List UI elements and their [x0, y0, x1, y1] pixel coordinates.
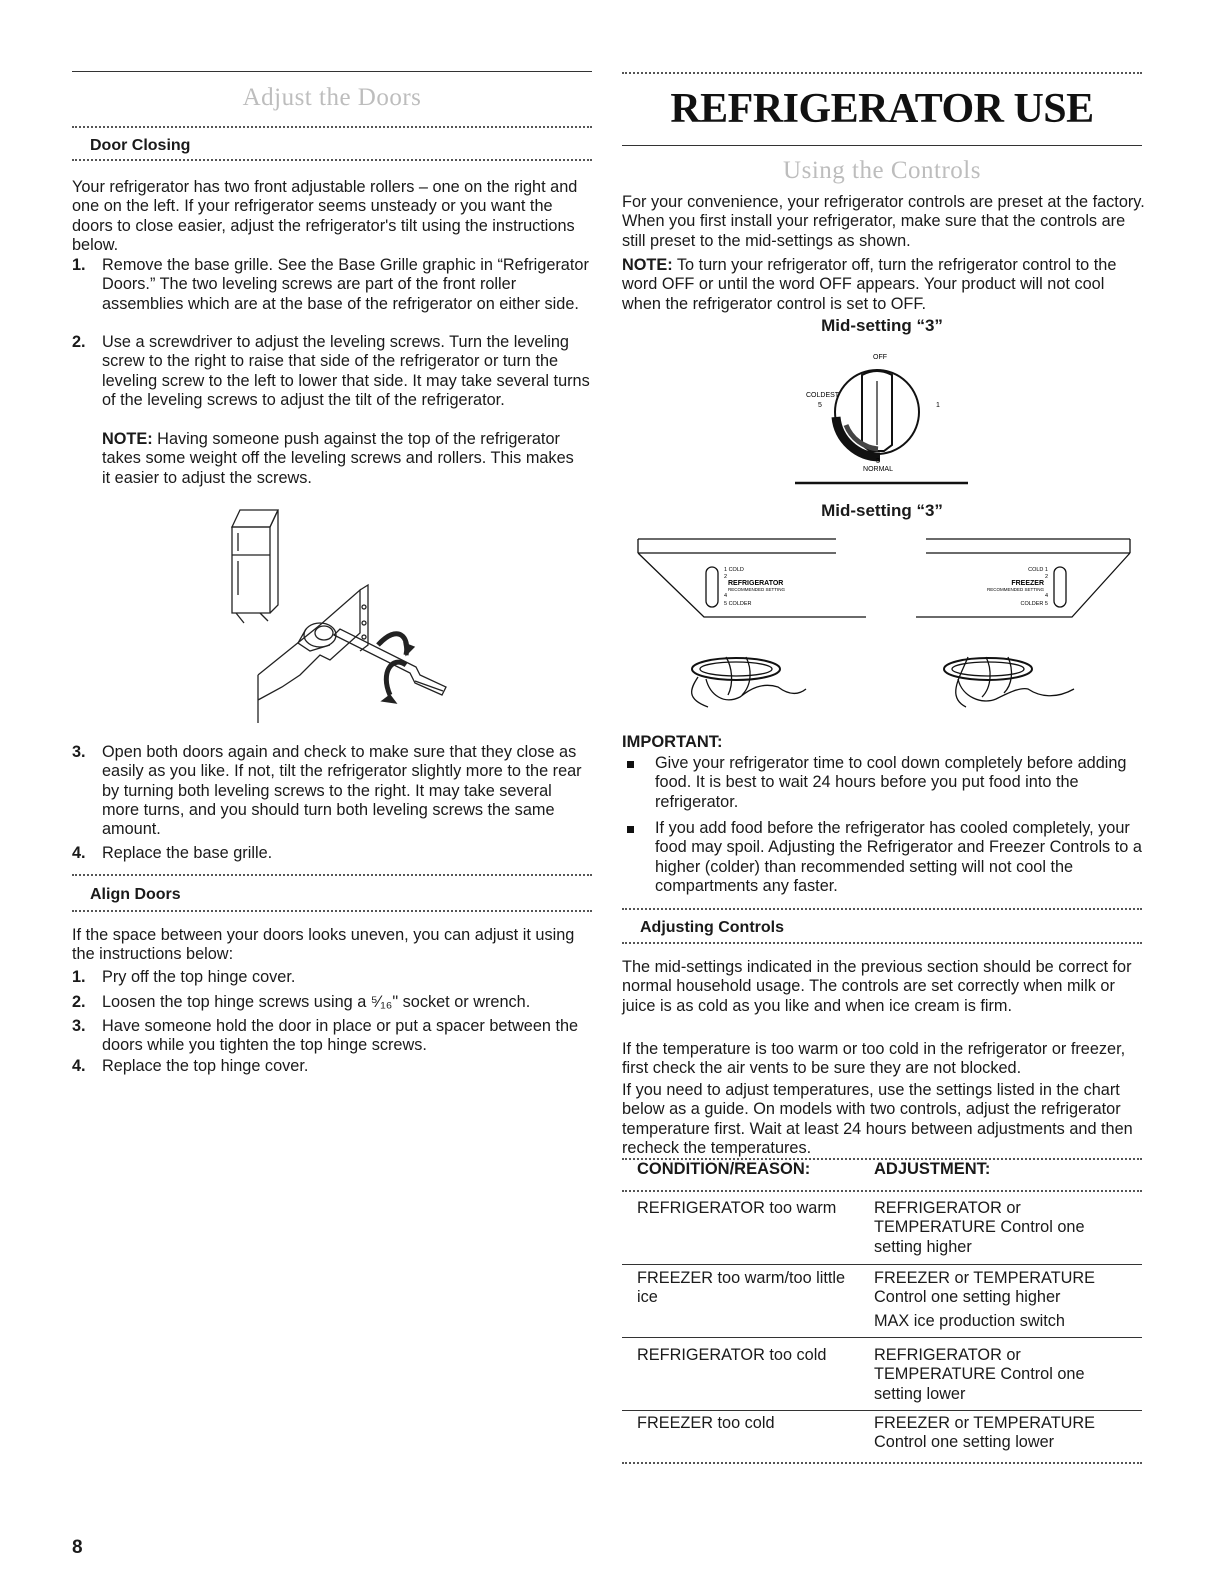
dial-one-label: 1 [936, 402, 940, 409]
divider [622, 72, 1142, 74]
table-row-rule [622, 1410, 1142, 1411]
controls-intro: For your convenience, your refrigerator controls are preset at the factory. When you first install your refrigerator, make sure that the controls are still preset to the mid-settings as shown. [622, 193, 1145, 250]
table-cell-condition: FREEZER too warm/too little ice [637, 1269, 846, 1307]
panel-left-colder: 5 COLDER [724, 601, 752, 607]
divider [622, 908, 1142, 910]
table-cell-condition: REFRIGERATOR too cold [637, 1346, 827, 1364]
panel-right-two: 2 [1044, 574, 1048, 580]
important-label: IMPORTANT: [622, 733, 723, 751]
panel-caption: Mid-setting “3” [821, 501, 943, 520]
door-closing-intro: Your refrigerator has two front adjustable rollers – one on the right and one on the left. If your refrigerator seems unsteady or you want the doors to close easier, adjust the refrigerator's tilt using the instructions below. [72, 178, 578, 254]
note-label: NOTE: [622, 256, 673, 274]
step-text: Pry off the top hinge cover. [102, 968, 296, 986]
step-text: Open both doors again and check to make sure that they close as easily as you like. If not, tilt the refrigerator slightly more to the rear by turning both leveling screws to the right. It may take several more turns, and you should turn both leveling screws the same amount. [102, 743, 582, 839]
table-cell-adjustment: REFRIGERATOR or TEMPERATURE Control one setting higher [874, 1199, 1085, 1256]
door-closing-note [102, 430, 582, 488]
bullet-text: If you add food before the refrigerator has cooled completely, your food may spoil. Adjusting the Refrigerator and Freezer Controls to a higher (colder) than recommended setting will not cool the compartments any faster. [655, 819, 1142, 895]
control-panels-illustration [636, 537, 1136, 712]
step-number: 3. [72, 743, 86, 761]
step-text: Replace the top hinge cover. [102, 1057, 309, 1075]
panel-left-cold: 1 COLD [724, 567, 744, 573]
section-rule [622, 145, 1142, 146]
bullet-square [627, 761, 634, 768]
dial-caption: Mid-setting “3” [821, 316, 943, 335]
page-number: 8 [72, 1537, 83, 1558]
adjusting-paragraph: If you need to adjust temperatures, use the settings listed in the chart below as a guide. On models with two controls, adjust the refrigerator temperature first. Wait at least 24 hours between adjustments and then recheck the temperatures. [622, 1081, 1133, 1157]
note-label: NOTE: [102, 430, 153, 448]
top-rule-left [72, 71, 592, 72]
panel-right-colder: COLDER 5 [1020, 601, 1048, 607]
dial-off-label: OFF [873, 354, 887, 361]
divider [72, 159, 592, 161]
leveling-screw-illustration [210, 505, 470, 725]
step-number: 1. [72, 968, 86, 986]
panel-left-two: 2 [724, 574, 728, 580]
panel-right-cold: COLD 1 [1028, 567, 1048, 573]
table-row-rule [622, 1337, 1142, 1338]
bullet-text: Give your refrigerator time to cool down completely before adding food. It is best to wait 24 hours before you put food into the refrigerator. [655, 754, 1127, 811]
table-cell-adjustment: REFRIGERATOR or TEMPERATURE Control one setting lower [874, 1346, 1085, 1403]
table-cell-adjustment: FREEZER or TEMPERATURE Control one setting higher [874, 1269, 1096, 1307]
using-controls-title: Using the Controls [783, 157, 981, 184]
door-closing-heading: Door Closing [90, 137, 191, 154]
table-header-rule [622, 1190, 1142, 1192]
bullet-square [627, 826, 634, 833]
divider [622, 942, 1142, 944]
table-cell-condition: REFRIGERATOR too warm [637, 1199, 837, 1217]
dial-coldest-label: COLDEST [806, 392, 840, 399]
adjust-doors-title: Adjust the Doors [242, 84, 422, 111]
dial-normal-label: NORMAL [863, 466, 893, 473]
step-number: 4. [72, 1057, 86, 1075]
table-header-condition: CONDITION/REASON: [637, 1160, 811, 1178]
divider [72, 874, 592, 876]
step-text: Have someone hold the door in place or put a spacer between the doors while you tighten the top hinge screws. [102, 1017, 579, 1055]
note-text: To turn your refrigerator off, turn the refrigerator control to the word OFF or until the word OFF appears. Your product will not cool when the refrigerator control is set to OFF. [622, 256, 1117, 313]
step-text: Use a screwdriver to adjust the leveling screws. Turn the leveling screw to the right to raise that side of the refrigerator or turn the leveling screw to the left to lower that side. It may take several turns of the leveling screws to adjust the tilt of the refrigerator. [102, 333, 590, 409]
control-dial-illustration [790, 345, 980, 490]
table-row-rule [622, 1264, 1142, 1265]
controls-note [622, 256, 1147, 314]
table-cell-adjustment: FREEZER or TEMPERATURE Control one setting lower [874, 1414, 1096, 1452]
adjusting-paragraph: If the temperature is too warm or too cold in the refrigerator or freezer, first check the air vents to be sure they are not blocked. [622, 1040, 1126, 1078]
adjusting-controls-heading: Adjusting Controls [640, 919, 784, 936]
step-number: 2. [72, 993, 86, 1011]
divider [72, 910, 592, 912]
step-number: 3. [72, 1017, 86, 1035]
panel-right-rec: RECOMMENDED SETTING [986, 587, 1044, 592]
step-number: 4. [72, 844, 86, 862]
align-doors-heading: Align Doors [90, 886, 181, 903]
panel-right-name: FREEZER [1011, 580, 1044, 587]
step-text: Remove the base grille. See the Base Grille graphic in “Refrigerator Doors.” The two leveling screws are part of the front roller assemblies which are at the base of the refrigerator on either side. [102, 256, 589, 313]
adjusting-paragraph: The mid-settings indicated in the previous section should be correct for normal household usage. The controls are set correctly when milk or juice is as cold as you like and when ice cream is firm. [622, 958, 1132, 1015]
section-title: REFRIGERATOR USE [670, 86, 1094, 132]
step-number: 2. [72, 333, 86, 351]
panel-left-name: REFRIGERATOR [728, 580, 784, 587]
step-text: Loosen the top hinge screws using a ⁵⁄₁₆" socket or wrench. [102, 993, 531, 1011]
panel-right-four: 4 [1044, 593, 1048, 599]
divider [72, 126, 592, 128]
step-text: Replace the base grille. [102, 844, 273, 862]
table-header-adjustment: ADJUSTMENT: [874, 1160, 991, 1178]
step-number: 1. [72, 256, 86, 274]
note-text: Having someone push against the top of the refrigerator takes some weight off the leveling screws and rollers. This makes it easier to adjust the screws. [102, 430, 574, 487]
dial-five-label: 5 [818, 402, 822, 409]
table-cell-adjustment-extra: MAX ice production switch [874, 1312, 1065, 1330]
panel-left-rec: RECOMMENDED SETTING [728, 587, 786, 592]
panel-left-four: 4 [724, 593, 728, 599]
table-cell-condition: FREEZER too cold [637, 1414, 775, 1432]
align-doors-intro: If the space between your doors looks uneven, you can adjust it using the instructions below: [72, 926, 575, 964]
dial-three-label: 3 [876, 458, 880, 465]
table-bottom-rule [622, 1462, 1142, 1464]
